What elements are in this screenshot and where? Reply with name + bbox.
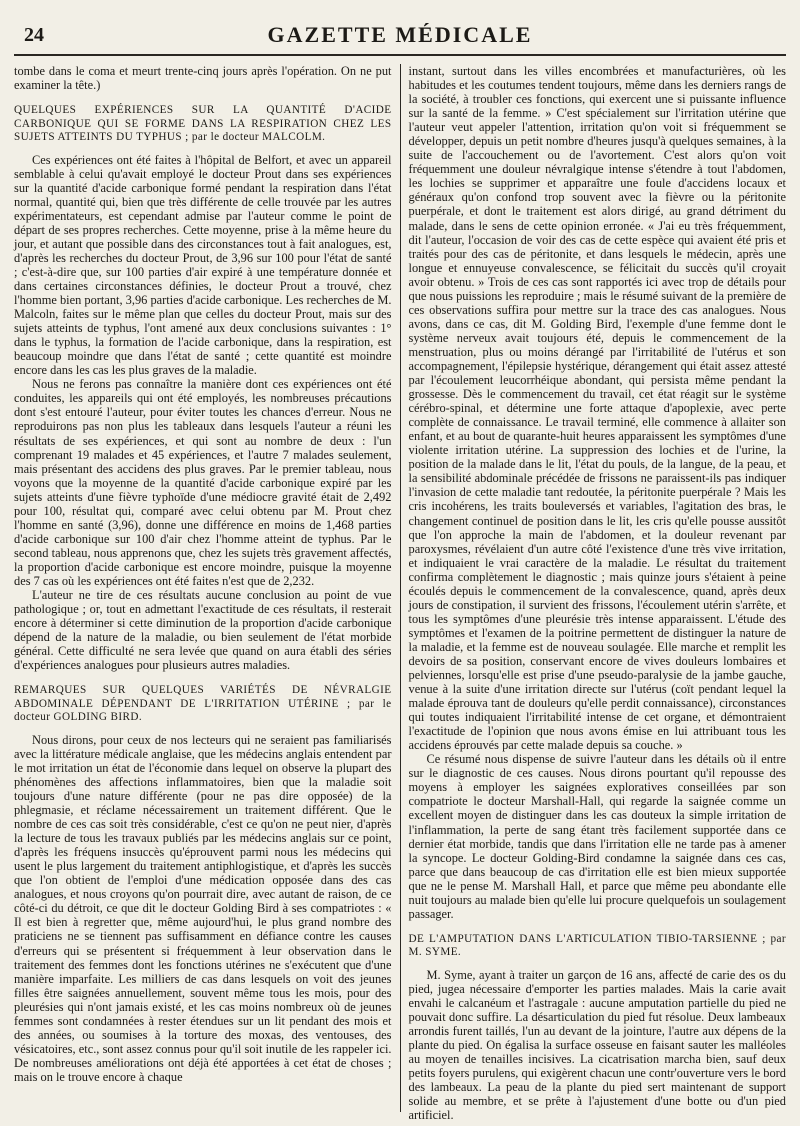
- section-title: QUELQUES EXPÉRIENCES SUR LA QUANTITÉ D'ACIDE CARBONIQUE QUI SE FORME DANS LA RESPIRATION CHEZ LES SUJETS ATTEINTS DU TYPHUS ; par le docteur MALCOLM.: [14, 104, 392, 144]
- paragraph: L'auteur ne tire de ces résultats aucune conclusion au point de vue pathologique ; or, tout en admettant l'exactitude de ces résultats, il resterait encore à déterminer si cette diminution de la proportion d'acide carbonique dépend de la nature de la maladie, ou bien seulement de l'état morbide général. Cette difficulté ne sera levée que quand on aura établi des séries d'expériences analogues pour plusieurs autres maladies.: [14, 588, 392, 673]
- section-title: REMARQUES SUR QUELQUES VARIÉTÉS DE NÉVRALGIE ABDOMINALE DÉPENDANT DE L'IRRITATION UTÉRINE ; par le docteur GOLDING BIRD.: [14, 684, 392, 724]
- paragraph: Ces expériences ont été faites à l'hôpital de Belfort, et avec un appareil semblable à celui qu'avait employé le docteur Prout dans ses expériences sur la quantité d'acide carbonique formé pendant la respiration dans l'état normal, quantité qui, bien que très différente de celle trouvée par les autres expérimentateurs, est cependant admise par l'auteur comme le point de départ de ses propres recherches. Cette moyenne, prise à la même heure du jour, et autant que possible dans des circonstances tout à fait analogues, est, d'après les recherches du docteur Prout, de 3,96 sur 100 pour l'état de santé ; c'est-à-dire que, sur 100 parties d'air expiré à une température donnée et dans certaines circonstances définies, le docteur Prout a trouvé, chez l'homme bien portant, 3,96 parties d'acide carbonique. Les recherches de M. Malcoln, faites sur le même plan que celles du docteur Prout, mais sur des sujets atteints de typhus, l'ont amené aux deux conclusions suivantes : 1° dans le typhus, la formation de l'acide carbonique, dans la respiration, est beaucoup moindre que dans l'état de santé ; cette quantité est moindre encore dans les cas les plus graves de la maladie.: [14, 152, 392, 378]
- page-number: 24: [24, 24, 44, 46]
- article-columns: [14, 64, 786, 1123]
- paragraph: instant, surtout dans les villes encombrées et manufacturières, où les habitudes et les coutumes tendent toujours, même dans les derniers rangs de la société, à troubler ces fonctions, qui exercent une si puissante influence sur la santé de la femme. » C'est spécialement sur l'irritation utérine que l'auteur veut appeler l'attention, irritation qu'on voit si fréquemment se développer, depuis un petit nombre d'heures jusqu'à quelques semaines, à la suite de l'accouchement ou de l'avortement. C'est alors qu'on voit fréquemment une douleur névralgique intense s'étendre à tout l'abdomen, les lochies se supprimer et apparaître une foule d'accidens locaux et généraux qu'on confond trop souvent avec la fièvre ou la péritonite puerpérale, et dont le traitement est alors dirigé, au grand détriment du malade, dans le sens de cette opinion erronée. « J'ai eu très fréquemment, dit l'auteur, l'occasion de voir des cas de cette espèce qui avaient été pris et traités pour des cas de péritonite, et dans lesquels le médecin, après une longue et ennuyeuse convalescence, se félicitait du succès qu'il croyait avoir obtenu. » Trois de ces cas sont rapportés ici avec trop de détails pour que nous puissions les reproduire ; mais le résumé suivant de la première de ces observations suffira pour mettre sur la trace des cas analogues. Nous avons, dans ce cas, dit M. Golding Bird, l'exemple d'une femme dont le système nerveux avait toujours été, depuis le commencement de la menstruation, plus ou moins dérangé par l'irritabilité de l'utérus et son accompagnement, l'épilepsie hystérique, dérangement qui était assez attesté par l'écoulement leucorrhéique abondant, qui persista même pendant la grossesse. Dès le commencement du travail, cet état réagit sur le système cérébro-spinal, et détermine une forte attaque d'apoplexie, avec perte complète de connaissance. Le travail terminé, elle commence à allaiter son enfant, et au bout de quarante-huit heures apparaissent les symptômes d'une violente irritation utérine. La suppression des lochies et de l'urine, la position de la malade dans le lit, l'état du pouls, de la langue, de la peau, et la sensibilité abdominale précédée de frissons ne paraissent-ils pas indiquer l'invasion de cette maladie tant redoutée, la péritonite puerpérale ? Mais les cris incohérens, les traits bouleversés et variables, l'agitation des bras, le changement continuel de position dans le lit, les cris qu'elle pousse aussitôt que l'on approche la main de l'abdomen, et la douleur revenant par paroxysmes, révélaient d'un autre côté l'existence d'une très vive irritation, et indiquaient le vrai caractère de la maladie. Le résultat du traitement confirma complètement le diagnostic ; mais quinze jours s'étaient à peine écoulés depuis le commencement de la convalescence, quand, après deux jours de constipation, il survient des frissons, l'écoulement utérin s'arrête, et tous les symptômes d'une pleurésie très intense apparaissent. L'étude des symptômes et l'examen de la poitrine permettent de distinguer la nature de la maladie, et la femme est de nouveau soulagée. Elle marche et remplit les devoirs de sa position, conservant encore de vives douleurs lombaires et pelviennes, lorsqu'elle est prise d'une pseudo-paralysie de la jambe gauche, venue à la suite d'une irritation directe sur l'utérus (coït pendant lequel la malade éprouva tant de douleurs qu'elle perdit connaissance), circonstances qui toutes indiquaient l'irritabilité intense de cet organe, et démontraient l'exactitude de l'opinion que nous avons émise en lui attribuant tous les accidens éprouvés par cette malade depuis sa couche. »: [408, 64, 786, 753]
- paragraph: tombe dans le coma et meurt trente-cinq jours après l'opération. On ne put examiner la tête.): [14, 64, 392, 93]
- paragraph: Nous dirons, pour ceux de nos lecteurs qui ne seraient pas familiarisés avec la littérature médicale anglaise, que les médecins anglais entendent par le mot irritation un état de l'économie dans lequel on observe la plupart des phénomènes des affections inflammatoires, bien que la maladie soit toujours d'une nature différente (pour ne pas dire opposée) de la phlegmasie, et réclame nécessairement un traitement différent. Que le nombre de ces cas soit très considérable, c'est ce qu'on ne peut nier, d'après la lecture de tous les travaux publiés par les médecins anglais sur ce point, d'après les fréquens insuccès qu'éprouvent parmi nous les médecins qui usent le plus largement du traitement antiphlogistique, et d'après les succès que l'on obtient de l'emploi d'une médication opposée dans des cas analogues, et nous croyons qu'on pourrait dire, avec autant de raison, de ce côté-ci du détroit, ce que dit le docteur Golding Bird à ses compatriotes : « Il est bien à regretter que, même aujourd'hui, le plus grand nombre des praticiens ne se tiennent pas suffisamment en défiance contre les causes d'erreurs qui se présentent si fréquemment à leur observation dans le traitement des femmes dont les fonctions utérines ne s'exécutent que d'une manière imparfaite. Les milliers de cas dans lesquels on voit des jeunes filles être saignées annuellement, souvent même tous les mois, pour des pleurésies qui n'ont jamais existé, et les cas moins nombreux où de jeunes femmes sont condamnées à rester étendues sur un lit pendant des mois et des années, ou soumises à la torture des moxas, des ventouses, des vésicatoires, etc., sont assez connus pour qu'il soit inutile de les rappeler ici. De nombreuses améliorations ont déjà été apportées à cet état de choses ; mais on le trouve encore à chaque: [14, 732, 392, 1084]
- left-column: [14, 64, 398, 1112]
- paragraph: Nous ne ferons pas connaître la manière dont ces expériences ont été conduites, les appareils qui ont été employés, les nombreuses précautions dont s'est entouré l'auteur, pour éviter toutes les chances d'erreur. Nous ne reproduirons pas non plus les tableaux dans lesquels l'auteur a réuni les résultats de ses expériences, et qui sont au nombre de deux : l'un comprenant 19 malades et 45 expériences, et l'autre 7 malades seulement, mais présentant des accidens des plus graves. Par le premier tableau, nous voyons que la moyenne de la quantité d'acide carbonique expiré par les sujets atteints d'une fièvre typhoïde d'une médiocre gravité était de 2,492 pour 100, résultat qui, comparé avec celui obtenu par M. Prout chez l'homme en santé (3,96), donne une différence en moins de 1,468 parties d'acide carbonique sur 100 d'air chez l'homme atteint de typhus. Par le second tableau, nous apprenons que, chez les sujets très gravement affectés, la proportion d'acide carbonique est encore moindre, puisque la moyenne des 7 cas où les expériences ont été faites n'est que de 2,232.: [14, 377, 392, 588]
- section-title: DE L'AMPUTATION DANS L'ARTICULATION TIBIO-TARSIENNE ; par M. SYME.: [408, 932, 786, 959]
- masthead: [14, 10, 786, 56]
- paragraph: Ce résumé nous dispense de suivre l'auteur dans les détails où il entre sur le diagnostic de ces causes. Nous dirons pourtant qu'il repousse des moyens à employer les saignées exploratives conseillées par son compatriote le docteur Marshall-Hall, qui regarde la saignée comme un excellent moyen de distinguer dans les cas douteux la simple irritation de l'inflammation, la perte de sang étant très facilement supportée dans ce dernier état morbide, tandis que dans l'irritation elle ne tarde pas à amener la syncope. Le docteur Golding-Bird condamne la saignée dans ces cas, parce que dans beaucoup de cas d'irritation elle est bien mieux supportée que ne le pense M. Marshall Hall, et parce que même peu abondante elle nuit toujours au malade bien qu'elle lui procure quelquefois un soulagement passager.: [408, 752, 786, 921]
- paragraph: M. Syme, ayant à traiter un garçon de 16 ans, affecté de carie des os du pied, jugea nécessaire d'emporter les parties malades. Mais la carie avait envahi le calcanéum et l'astragale : aucune amputation partielle du pied ne pouvait donc suffire. La désarticulation du pied fut résolue. Deux lambeaux arrondis furent taillés, l'un au devant de la jointure, l'autre aux dépens de la plante du pied. On égalisa la surface osseuse en faisant sauter les malléoles au moyen de tenailles incisives. La cicatrisation marcha bien, sauf deux petits foyers purulens, qui exigèrent chacun une contr'ouverture vers le bord des lambeaux. La peau de la plante du pied sert maintenant de support solide au membre, et se prête à l'ajustement d'une botte ou d'un pied artificiel.: [408, 967, 786, 1123]
- journal-title: GAZETTE MÉDICALE: [267, 22, 533, 47]
- column-rule: [400, 64, 401, 1112]
- right-column: [403, 64, 787, 1123]
